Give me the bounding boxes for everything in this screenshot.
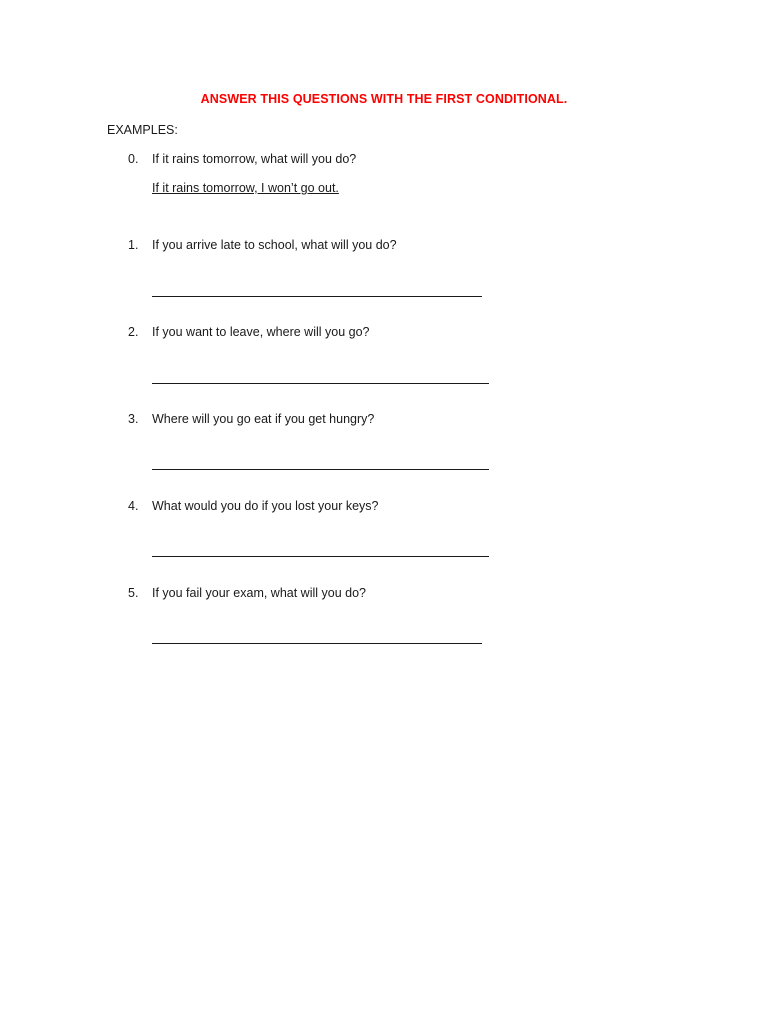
answer-line-2[interactable]	[152, 383, 489, 384]
example-answer: If it rains tomorrow, I won’t go out.	[152, 181, 339, 195]
answer-line-5[interactable]	[152, 643, 482, 644]
question-text: If you arrive late to school, what will you do?	[152, 238, 397, 252]
answer-line-1[interactable]	[152, 296, 482, 297]
answer-line-4[interactable]	[152, 556, 489, 557]
question-number: 5.	[128, 586, 139, 600]
answer-line-3[interactable]	[152, 469, 489, 470]
question-text: What would you do if you lost your keys?	[152, 499, 379, 513]
question-text: If you fail your exam, what will you do?	[152, 586, 366, 600]
question-text: Where will you go eat if you get hungry?	[152, 412, 375, 426]
examples-label: EXAMPLES:	[107, 123, 178, 137]
example-question: If it rains tomorrow, what will you do?	[152, 152, 357, 166]
question-number: 1.	[128, 238, 139, 252]
question-text: If you want to leave, where will you go?	[152, 325, 370, 339]
example-number: 0.	[128, 152, 139, 166]
question-number: 3.	[128, 412, 139, 426]
question-number: 2.	[128, 325, 139, 339]
worksheet-title: ANSWER THIS QUESTIONS WITH THE FIRST CONDITIONAL.	[200, 92, 568, 106]
question-number: 4.	[128, 499, 139, 513]
